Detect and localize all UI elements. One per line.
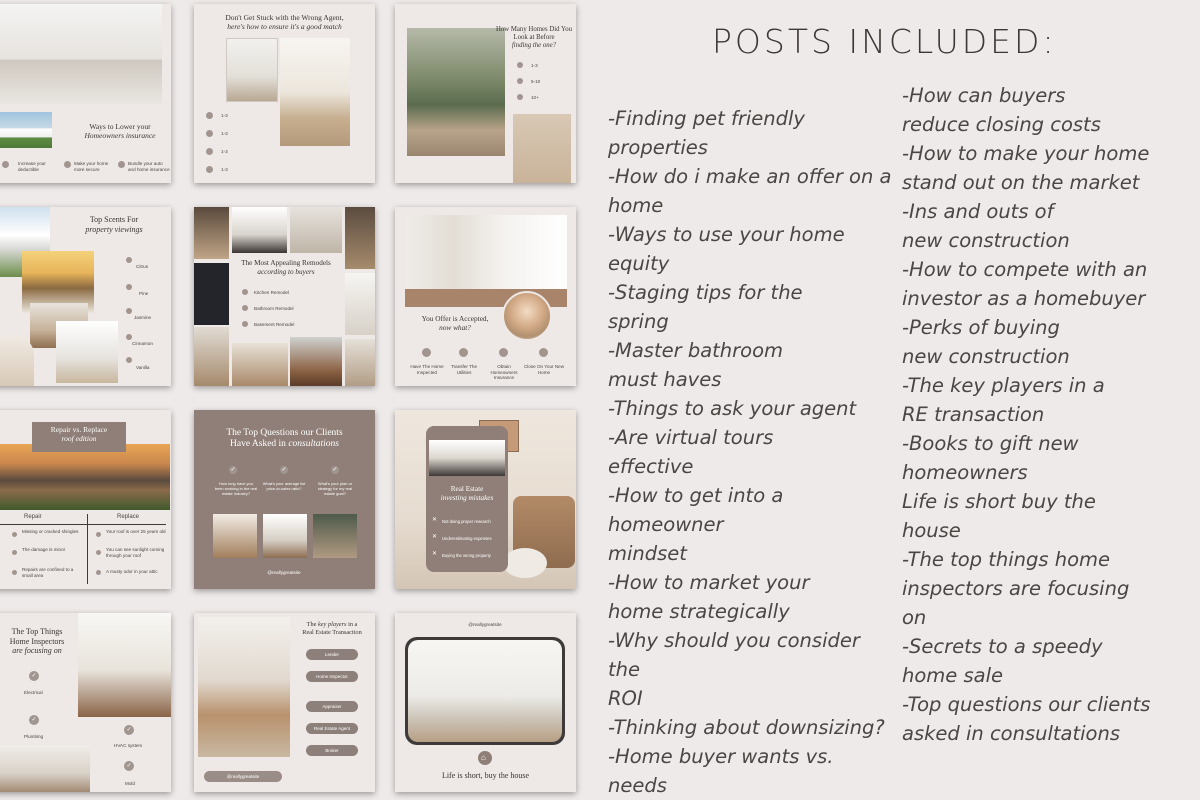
post-list-item: -How to get into a homeowner mindset bbox=[608, 484, 784, 565]
post-list-item: -Master bathroom must haves bbox=[608, 339, 784, 391]
question-1: How long have you been working in the real estate industry? bbox=[214, 481, 258, 496]
card9-title: Real Estate investing mistakes bbox=[440, 485, 494, 502]
post-card-remodels bbox=[194, 207, 375, 386]
player-pill-4: Real Estate Agent bbox=[306, 723, 358, 734]
card4-item-5: Vanilla bbox=[136, 365, 150, 370]
card3-option-3: 10+ bbox=[531, 95, 539, 100]
check-icon bbox=[2, 161, 9, 168]
check-icon: ✓ bbox=[29, 671, 39, 681]
card4-item-1: Citrus bbox=[136, 264, 148, 269]
livingroom-photo bbox=[198, 617, 290, 757]
post-card-top-questions bbox=[194, 410, 375, 589]
bullet-icon bbox=[126, 334, 132, 340]
sofa-photo bbox=[0, 745, 90, 792]
bullet-icon bbox=[12, 532, 17, 537]
bullet-icon bbox=[206, 166, 213, 173]
card4-item-2: Pine bbox=[139, 291, 149, 296]
col-repair: Repair bbox=[24, 514, 42, 520]
card7-title: Repair vs. Replace roof edition bbox=[50, 425, 108, 443]
check-icon bbox=[64, 161, 71, 168]
x-icon: ✕ bbox=[432, 534, 438, 540]
card4-title: Top Scents For property viewings bbox=[85, 215, 143, 234]
player-pill-2: Home Inspector bbox=[306, 671, 358, 682]
handle-pill: @reallygreatsite bbox=[204, 771, 282, 782]
bullet-icon bbox=[96, 532, 101, 537]
bedroom-photo bbox=[194, 327, 229, 386]
posts-list-left bbox=[608, 104, 898, 800]
post-card-investing-mistakes bbox=[395, 410, 576, 589]
kitchen-photo-1 bbox=[194, 207, 229, 259]
player-pill-3: Appraiser bbox=[306, 701, 358, 712]
post-card-wrong-agent bbox=[194, 4, 375, 183]
kitchen-photo-2 bbox=[232, 207, 287, 253]
check-icon: ✓ bbox=[230, 467, 236, 473]
post-list-item: -Perks of buying new construction bbox=[902, 316, 1070, 368]
bath-photo bbox=[232, 343, 288, 386]
player-pill-5: Broker bbox=[306, 745, 358, 756]
card3-title: How Many Homes Did You Look at Before finding the one? bbox=[495, 26, 573, 50]
bullet-icon bbox=[242, 321, 248, 327]
card5-item-2: Bathroom Remodel bbox=[254, 306, 294, 311]
bullet-icon bbox=[242, 305, 248, 311]
card8-title: The Top Questions our Clients Have Asked in consultations bbox=[226, 428, 343, 450]
bedroom-photo bbox=[226, 38, 278, 102]
bullet-icon bbox=[242, 289, 248, 295]
card1-item-2: Make your home more secure bbox=[74, 161, 109, 172]
bullet-icon bbox=[206, 130, 213, 137]
bullet-icon bbox=[12, 570, 17, 575]
bullet-icon bbox=[96, 550, 101, 555]
card5-item-3: Basement Remodel bbox=[254, 322, 295, 327]
table-hline bbox=[0, 524, 166, 525]
open-plan-photo bbox=[78, 613, 171, 717]
interior-photo-2 bbox=[263, 514, 307, 558]
bullet-icon bbox=[126, 284, 132, 290]
kitchen-thumb bbox=[429, 440, 505, 476]
step-badge bbox=[499, 348, 508, 357]
post-list-item: -Ways to use your home equity bbox=[608, 223, 845, 275]
bullet-icon bbox=[12, 550, 17, 555]
card2-item-1: 1-3 bbox=[221, 113, 228, 118]
inspect-3: HVAC system bbox=[114, 743, 143, 748]
card2-item-4: 1-3 bbox=[221, 167, 228, 172]
post-list-item: -Staging tips for the spring bbox=[608, 281, 803, 333]
kitchen-photo-4 bbox=[345, 207, 375, 269]
inspect-4: Mold bbox=[125, 781, 135, 786]
dining-photo bbox=[280, 38, 350, 146]
card5-item-1: Kitchen Remodel bbox=[254, 290, 289, 295]
post-list-item: -The top things home inspectors are focusing on bbox=[902, 548, 1130, 629]
bullet-icon bbox=[206, 112, 213, 119]
kitchen-photo bbox=[0, 4, 162, 104]
post-list-item: Life is short buy the house bbox=[902, 490, 1096, 542]
mistake-2: Underestimating expenses bbox=[442, 536, 492, 541]
check-icon: ✓ bbox=[124, 725, 134, 735]
radio-icon bbox=[517, 62, 523, 68]
step-badge bbox=[422, 348, 431, 357]
card1-item-1: Increase your deductible bbox=[18, 161, 46, 172]
radio-icon bbox=[517, 78, 523, 84]
inspect-1: Electrical bbox=[24, 690, 43, 695]
agent-portrait bbox=[502, 291, 552, 341]
check-icon: ✓ bbox=[124, 761, 134, 771]
mistake-1: Not doing proper research bbox=[442, 519, 491, 524]
bullet-icon bbox=[206, 148, 213, 155]
check-icon: ✓ bbox=[281, 467, 287, 473]
replace-1: Your roof is over 25 years old bbox=[106, 529, 166, 534]
post-card-inspectors bbox=[0, 613, 171, 792]
card8-handle: @reallygreatsite bbox=[267, 570, 301, 575]
interior-photo-3 bbox=[313, 514, 357, 558]
card6-step-label-3: Obtain Homeowners Insurance bbox=[490, 364, 518, 380]
repair-1: Missing or cracked shingles bbox=[22, 529, 79, 534]
post-list-item: -Home buyer wants vs. needs bbox=[608, 745, 834, 797]
col-replace: Replace bbox=[117, 514, 140, 520]
hallway-photo bbox=[56, 321, 118, 383]
card12-caption: Life is short, buy the house bbox=[441, 771, 530, 780]
roof-sunset-photo bbox=[0, 444, 170, 510]
livingroom-photo bbox=[290, 337, 342, 386]
bullet-icon bbox=[96, 570, 101, 575]
post-card-life-is-short bbox=[395, 613, 576, 792]
ottoman bbox=[503, 548, 547, 578]
card12-handle: @reallygreatsite bbox=[468, 622, 502, 627]
post-list-item: -How to compete with an investor as a homebuyer bbox=[902, 258, 1148, 310]
post-list-item: -The key players in a RE transaction bbox=[902, 374, 1105, 426]
check-icon: ✓ bbox=[332, 467, 338, 473]
post-card-repair-replace bbox=[0, 410, 171, 589]
question-3: What's your plan or strategy for my real estate goal? bbox=[317, 481, 353, 496]
post-list-item: -Ins and outs of new construction bbox=[902, 200, 1070, 252]
kitchen-photo-3 bbox=[290, 207, 342, 253]
living-room-photo bbox=[408, 640, 562, 742]
card5-title: The Most Appealing Remodels according to buyers bbox=[241, 259, 331, 276]
post-list-item: -Finding pet friendly properties bbox=[608, 107, 805, 159]
repair-2: The damage is minor bbox=[22, 547, 66, 552]
card6-step-label-1: Have The Home Inspected bbox=[410, 364, 444, 375]
player-pill-1: Lender bbox=[306, 649, 358, 660]
card10-title: The Top Things Home Inspectors are focusing on bbox=[9, 627, 65, 656]
question-2: What's your average list price-to-sales ratio? bbox=[262, 481, 306, 491]
house-photo bbox=[0, 112, 52, 148]
card4-item-4: Cinnamon bbox=[132, 341, 153, 346]
dark-wall-photo bbox=[194, 263, 229, 325]
x-icon: ✕ bbox=[432, 551, 438, 557]
replace-2: You can see sunlight coming through your roof bbox=[106, 547, 165, 558]
radio-icon bbox=[517, 94, 523, 100]
card2-title: Don't Get Stuck with the Wrong Agent, here's how to ensure it's a good match bbox=[225, 13, 344, 31]
post-list-item: -Thinking about downsizing? bbox=[608, 716, 885, 739]
card3-option-1: 1-3 bbox=[531, 63, 538, 68]
check-icon bbox=[118, 161, 125, 168]
post-list-item: -Top questions our clients asked in consultations bbox=[902, 693, 1151, 745]
arch-room-photo bbox=[0, 335, 34, 386]
x-icon: ✕ bbox=[432, 517, 438, 523]
card11-title: The key players in a Real Estate Transaction bbox=[302, 621, 362, 636]
bullet-icon bbox=[126, 308, 132, 314]
mistake-3: Buying the wrong property bbox=[442, 553, 491, 558]
post-list-item: -How to market your home strategically bbox=[608, 571, 810, 623]
posts-list-right bbox=[902, 81, 1198, 748]
post-list-item: -Books to gift new homeowners bbox=[902, 432, 1079, 484]
post-list-item: -Why should you consider the ROI bbox=[608, 629, 860, 710]
card6-step-label-2: Transfer The Utilities bbox=[450, 364, 478, 375]
post-list-item: -How can buyers reduce closing costs bbox=[902, 84, 1101, 136]
arch-niche-photo bbox=[513, 114, 571, 183]
post-card-offer-accepted bbox=[395, 207, 576, 386]
card1-title: Ways to Lower your Homeowners insurance bbox=[84, 122, 156, 140]
posts-heading: POSTS INCLUDED: bbox=[712, 22, 1057, 61]
post-card-key-players bbox=[194, 613, 375, 792]
check-icon: ✓ bbox=[29, 715, 39, 725]
card1-item-3: Bundle your auto and home insurance bbox=[128, 161, 170, 172]
card6-title: You Offer is Accepted, now what? bbox=[421, 314, 489, 332]
card6-step-label-4: Close On Your New Home bbox=[523, 364, 565, 375]
post-card-insurance bbox=[0, 4, 171, 183]
post-list-item: -Secrets to a speedy home sale bbox=[902, 635, 1103, 687]
repair-3: Repairs are confined to a small area bbox=[22, 567, 74, 578]
step-badge bbox=[539, 348, 548, 357]
bullet-icon bbox=[126, 357, 132, 363]
interior-photo-1 bbox=[213, 514, 257, 558]
card4-item-3: Jasmine bbox=[134, 315, 152, 320]
window-photo bbox=[345, 273, 375, 335]
card2-item-3: 1-3 bbox=[221, 149, 228, 154]
card3-option-2: 5-10 bbox=[531, 79, 541, 84]
post-list-item: -Things to ask your agent bbox=[608, 397, 857, 420]
post-list-item: -How do i make an offer on a home bbox=[608, 165, 892, 217]
home-glyph: ⌂ bbox=[481, 753, 486, 762]
glasshouse-photo bbox=[407, 28, 505, 156]
post-list-item: -Are virtual tours effective bbox=[608, 426, 774, 478]
bullet-icon bbox=[126, 257, 132, 263]
replace-3: A musty odor in your attic bbox=[106, 569, 158, 574]
post-list-item: -How to make your home stand out on the market bbox=[902, 142, 1150, 194]
post-card-scents bbox=[0, 207, 171, 386]
inspect-2: Plumbing bbox=[24, 734, 44, 739]
table-vline bbox=[87, 514, 88, 584]
stairs-photo bbox=[345, 339, 375, 386]
card2-item-2: 1-3 bbox=[221, 131, 228, 136]
post-card-homes-looked bbox=[395, 4, 576, 183]
step-badge bbox=[459, 348, 468, 357]
